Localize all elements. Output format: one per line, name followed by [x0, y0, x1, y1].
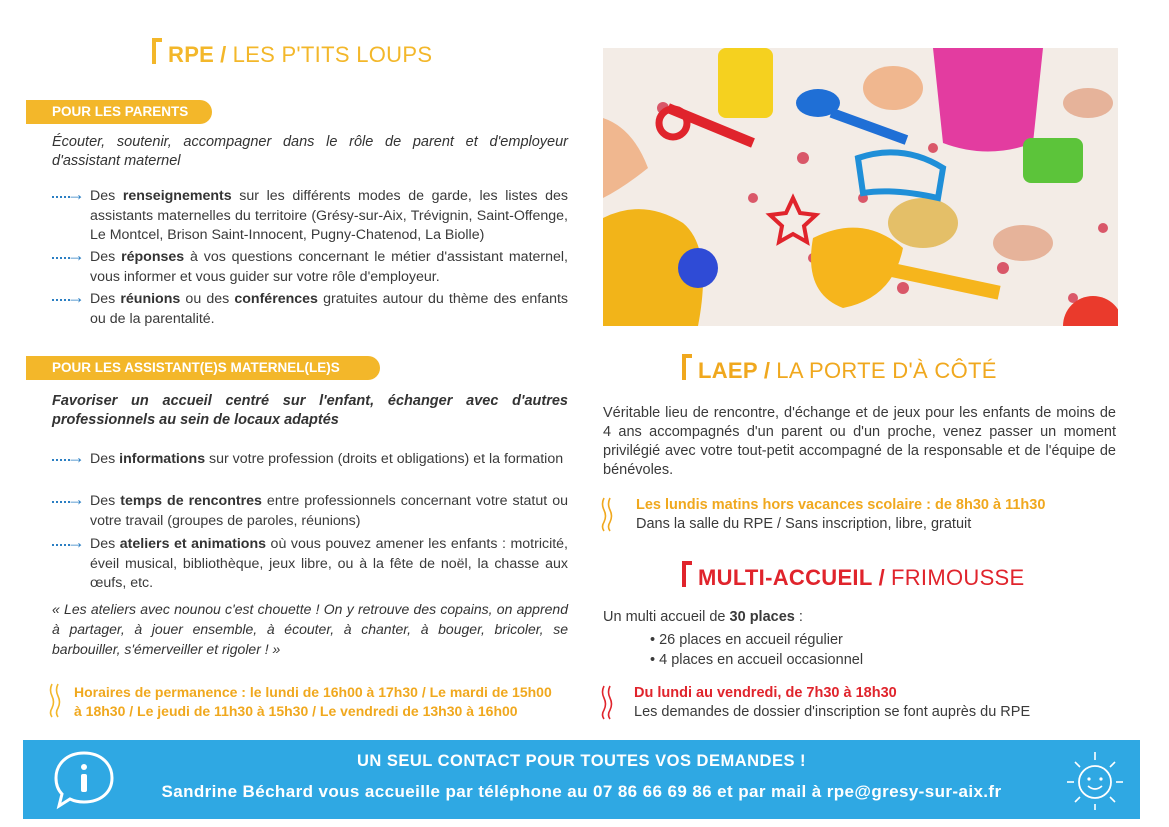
- children-playdough-photo: [603, 48, 1118, 326]
- list-item: → Des informations sur votre profession (droits et obligations) et la formation: [52, 450, 568, 470]
- multi-title-rest: FRIMOUSSE: [891, 565, 1025, 590]
- bracket-icon: [682, 354, 692, 380]
- list-item: → Des renseignements sur les différents modes de garde, les listes des assistants maternelles du territoire (Grésy-sur-Aix, Trévignin, Saint-Offenge, Le Montcel, Brison Saint-Innocent, Pugny-Chatenod, La Biolle): [52, 187, 568, 246]
- arrow-icon: →: [52, 290, 90, 309]
- bracket-icon: [682, 561, 692, 587]
- list-item: → Des temps de rencontres entre professionnels concernant votre statut ou votre travail (groupes de paroles, réunions): [52, 492, 568, 531]
- arrow-icon: →: [52, 187, 90, 206]
- laep-schedule: Les lundis matins hors vacances scolaire : de 8h30 à 11h30: [636, 497, 1046, 513]
- arrow-icon: →: [52, 248, 90, 267]
- rpe-hours-line2: à 18h30 / Le jeudi de 11h30 à 15h30 / Le vendredi de 13h30 à 16h00: [74, 703, 518, 719]
- title-slash: /: [220, 42, 227, 67]
- contact-banner: [23, 740, 1140, 819]
- arrow-icon: →: [52, 450, 90, 469]
- laep-description: Véritable lieu de rencontre, d'échange et de jeux pour les enfants de moins de 4 ans accompagnés d'un parent ou d'un proche, venez passer un moment privilégié avec votre tout-petit accompagné de la responsable et de l'équipe de bénévoles.: [603, 405, 1116, 478]
- multi-note: Les demandes de dossier d'inscription se font auprès du RPE: [634, 704, 1031, 720]
- title-slash: /: [878, 565, 885, 590]
- parents-heading: POUR LES PARENTS: [26, 100, 212, 124]
- banner-contact: Sandrine Béchard vous accueille par téléphone au 07 86 66 69 86 et par mail à rpe@gresy-sur-aix.fr: [161, 782, 1002, 801]
- banner-heading: UN SEUL CONTACT POUR TOUTES VOS DEMANDES !: [356, 752, 807, 770]
- photo-illustration: [603, 48, 1118, 326]
- list-item: → Des réponses à vos questions concernant le métier d'assistant maternel, vous informer et vous guider sur votre rôle d'employeur.: [52, 248, 568, 287]
- multi-intro: Un multi accueil de 30 places :: [603, 609, 803, 625]
- bracket-icon: [152, 38, 162, 64]
- laep-location: Dans la salle du RPE / Sans inscription, libre, gratuit: [636, 516, 972, 532]
- laep-title-rest: LA PORTE D'À CÔTÉ: [776, 358, 997, 383]
- title-slash: /: [763, 358, 771, 383]
- laep-title: [682, 358, 997, 384]
- rpe-title-bold: RPE: [168, 42, 215, 67]
- arrow-icon: →: [52, 492, 90, 511]
- rpe-title-rest: LES P'TITS LOUPS: [232, 42, 433, 67]
- list-item: → Des ateliers et animations où vous pouvez amener les enfants : motricité, éveil musical, bibliothèque, jeux libre, ou à la fête de noël, la chasse aux œufs, etc.: [52, 535, 568, 594]
- assistants-heading: POUR LES ASSISTANT(E)S MATERNEL(LE)S: [26, 356, 380, 380]
- laep-title-bold: LAEP: [698, 358, 758, 383]
- squiggle-icon: [48, 682, 64, 718]
- multi-schedule: Du lundi au vendredi, de 7h30 à 18h30: [634, 685, 897, 701]
- arrow-icon: →: [52, 535, 90, 554]
- multi-bullet: • 26 places en accueil régulier: [650, 632, 843, 648]
- parents-intro: Écouter, soutenir, accompagner dans le rôle de parent et d'employeur d'assistant maternel: [52, 134, 568, 169]
- squiggle-icon: [600, 496, 616, 532]
- multi-bullet: • 4 places en accueil occasionnel: [650, 652, 864, 668]
- sun-icon: [1063, 748, 1127, 812]
- assistants-intro: Favoriser un accueil centré sur l'enfant, échanger avec d'autres professionnels au sein de locaux adaptés: [52, 393, 568, 428]
- list-item: → Des réunions ou des conférences gratuites autour du thème des enfants ou de la parentalité.: [52, 290, 568, 329]
- rpe-hours-line1: Horaires de permanence : le lundi de 16h00 à 17h30 / Le mardi de 15h00: [74, 684, 552, 700]
- rpe-title: [152, 42, 432, 68]
- squiggle-icon: [600, 684, 616, 720]
- testimonial-quote: « Les ateliers avec nounou c'est chouette ! On y retrouve des copains, on apprend à partager, à jouer ensemble, à écouter, à chanter, à bouger, bricoler, se barbouiller, s'émerveiller et rigoler ! »: [52, 601, 568, 657]
- multi-title-bold: MULTI-ACCUEIL: [698, 565, 873, 590]
- multi-title: [682, 565, 1025, 591]
